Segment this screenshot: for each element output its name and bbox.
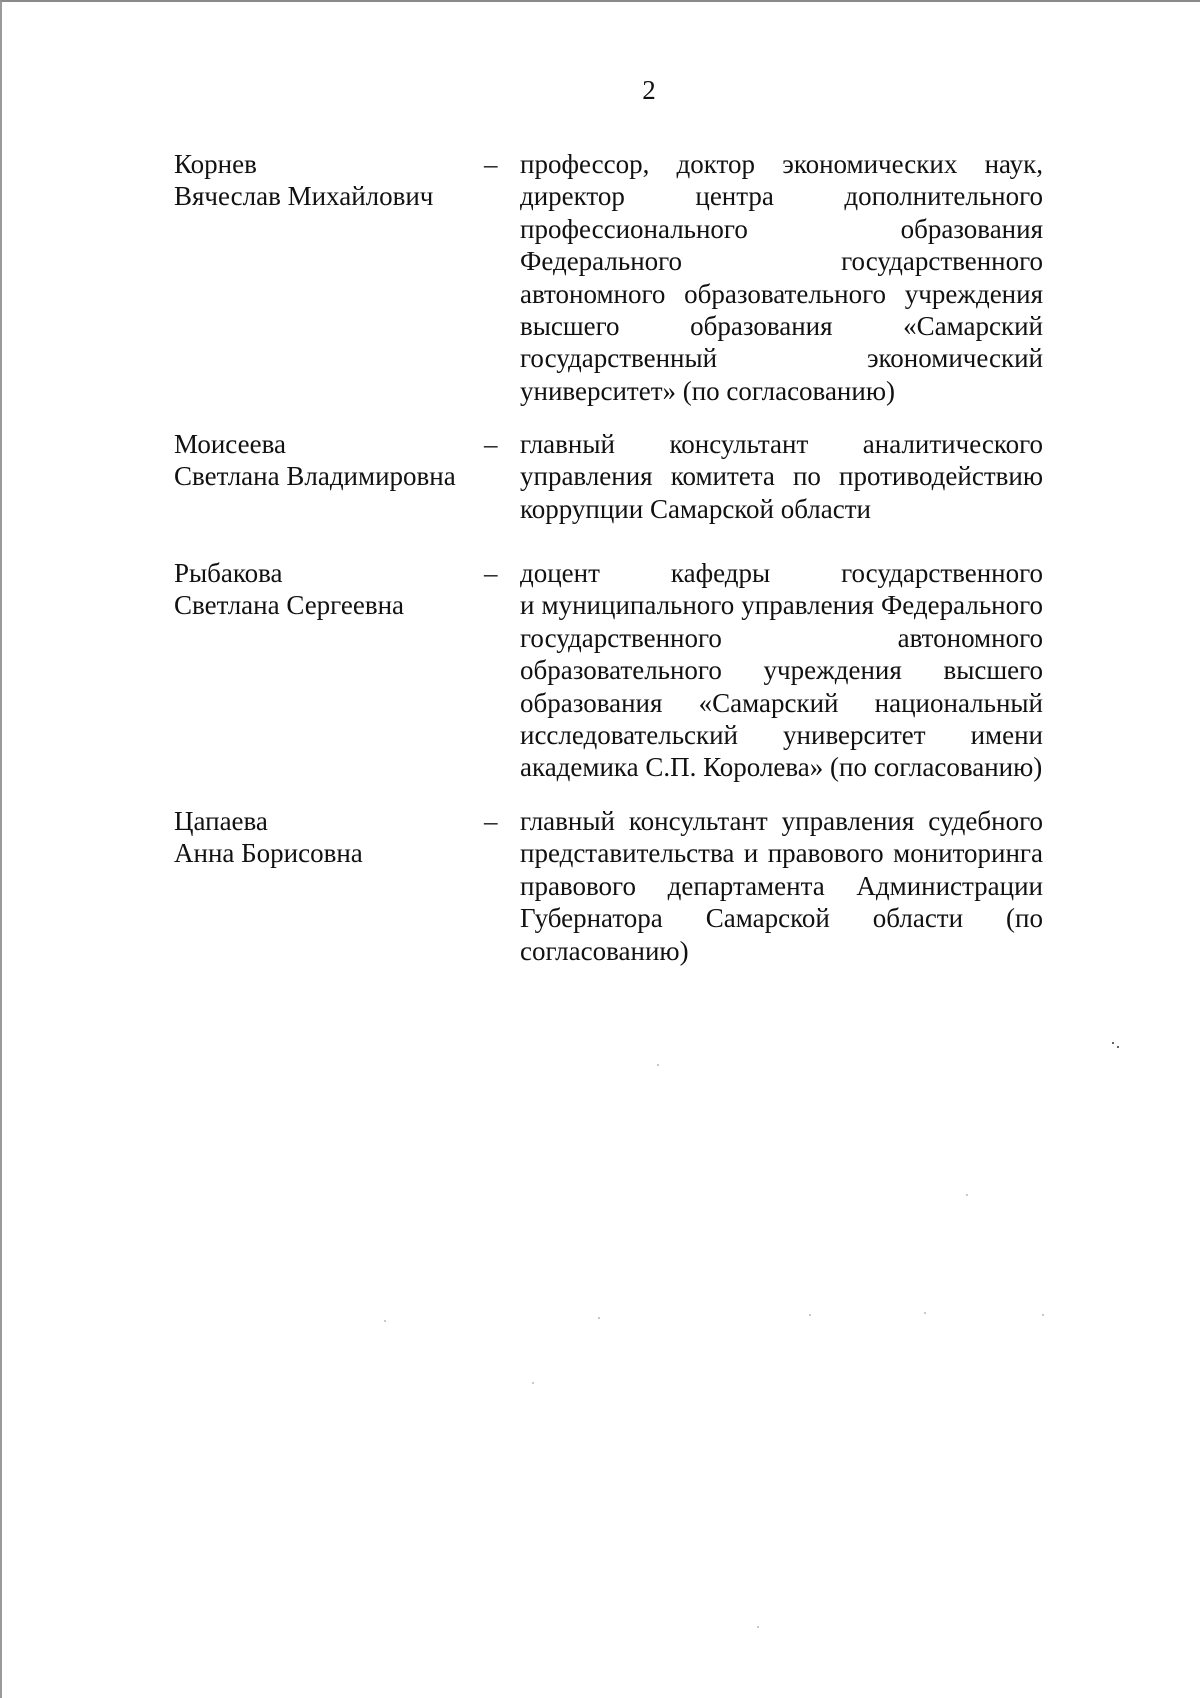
description-line: образовательного учреждения высшего [520, 655, 1043, 686]
separator-dash: – [484, 149, 498, 179]
member-description [520, 148, 1043, 407]
member-name [174, 148, 484, 213]
description-line: главный консультант аналитического [520, 429, 1043, 459]
description-line: профессор, доктор экономических наук, [520, 149, 1043, 179]
scan-speck [924, 1312, 926, 1314]
description-line: профессионального образования [520, 213, 1043, 244]
member-description [520, 805, 1043, 967]
description-line: университет» (по согласованию) [520, 375, 895, 406]
description-line: государственного автономного [520, 622, 1043, 653]
member-given-names: Анна Борисовна [174, 838, 363, 869]
description-line: Федерального государственного [520, 246, 1043, 277]
scan-speck [809, 1314, 811, 1316]
description-line: академика С.П. Королева» (по согласованию) [520, 752, 1043, 783]
member-surname: Рыбакова [174, 558, 283, 588]
scan-speck [532, 1382, 534, 1384]
separator-dash: – [484, 429, 498, 459]
member-name [174, 428, 484, 493]
scan-speck [1112, 1042, 1114, 1044]
description-line: исследовательский университет имени [520, 720, 1043, 751]
member-surname: Цапаева [174, 806, 268, 836]
scan-speck [966, 1194, 968, 1196]
description-line: государственный экономический [520, 343, 1043, 374]
page-number: 2 [642, 75, 656, 105]
scan-speck [384, 1320, 386, 1322]
member-description [520, 428, 1043, 525]
scan-speck [1042, 1314, 1044, 1316]
separator-dash: – [484, 806, 498, 836]
member-surname: Моисеева [174, 429, 286, 459]
scan-speck [1117, 1046, 1119, 1048]
scan-speck [598, 1317, 600, 1319]
description-line: управления комитета по противодействию [520, 461, 1043, 492]
member-name [174, 557, 484, 622]
description-line: и муниципального управления Федерального [520, 590, 1043, 621]
description-line: директор центра дополнительного [520, 181, 1043, 212]
member-given-names: Вячеслав Михайлович [174, 181, 434, 212]
description-line: Губернатора Самарской области (по [520, 903, 1043, 934]
member-given-names: Светлана Сергеевна [174, 590, 405, 621]
member-surname: Корнев [174, 149, 257, 179]
description-line: образования «Самарский национальный [520, 687, 1043, 718]
scan-speck [757, 1626, 759, 1628]
description-line: доцент кафедры государственного [520, 558, 1043, 588]
description-line: высшего образования «Самарский [520, 311, 1043, 342]
member-description [520, 557, 1043, 784]
description-line: главный консультант управления судебного [520, 806, 1043, 836]
description-line: представительства и правового мониторинга [520, 838, 1043, 869]
description-line: правового департамента Администрации [520, 870, 1043, 901]
member-name [174, 805, 484, 870]
description-line: согласованию) [520, 935, 689, 966]
scan-speck [657, 1064, 659, 1066]
description-line: коррупции Самарской области [520, 493, 871, 524]
description-line: автономного образовательного учреждения [520, 278, 1043, 309]
separator-dash: – [484, 558, 498, 588]
member-given-names: Светлана Владимировна [174, 461, 456, 492]
